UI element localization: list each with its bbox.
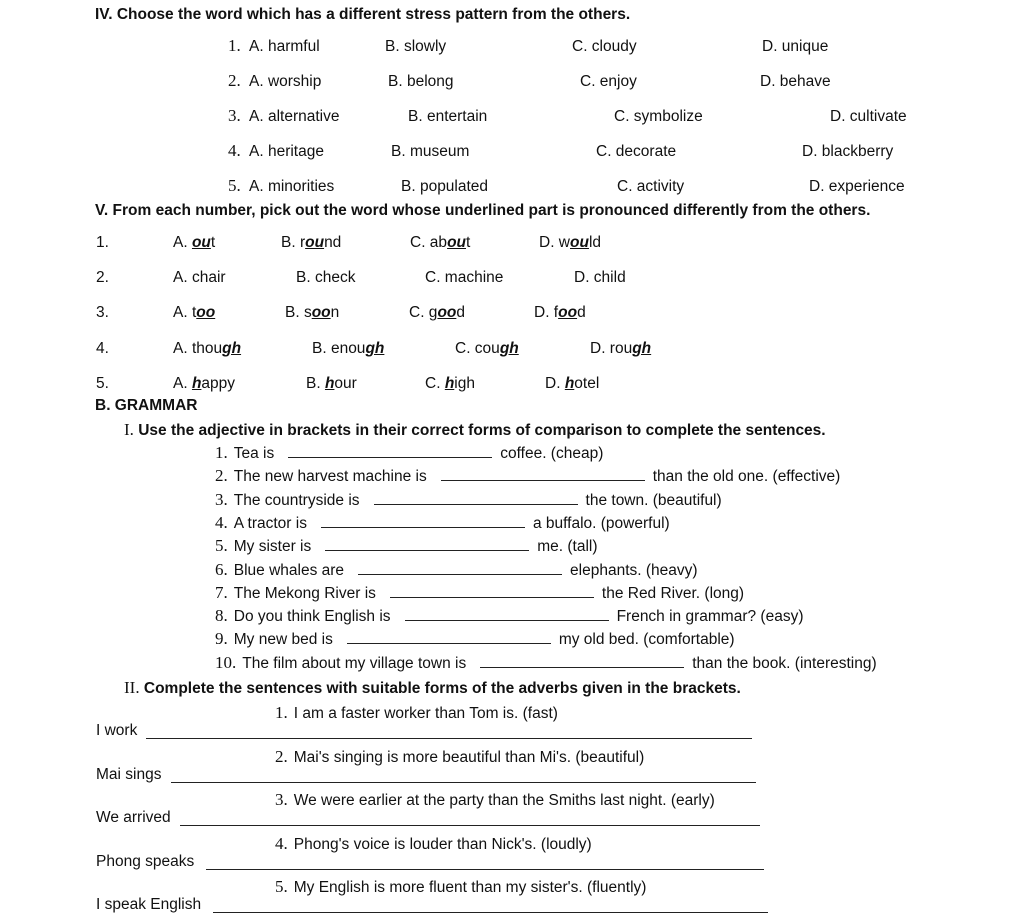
sentence-text: My English is more fluent than my sister's. (fluently)	[293, 879, 647, 896]
stress-question	[0, 108, 1024, 130]
question-number: 1.	[228, 36, 241, 55]
sentence-start: Do you think English is	[233, 608, 391, 626]
answer-blank[interactable]	[441, 479, 645, 481]
original-sentence	[275, 703, 558, 723]
sentence-start: Tea is	[233, 445, 275, 462]
option-text: C. g	[409, 304, 438, 321]
option-d[interactable]	[590, 340, 651, 358]
option-text: C. cou	[455, 340, 500, 357]
underlined-part: h	[444, 375, 455, 392]
option-text: otel	[574, 375, 600, 392]
sentence-end: than the old one. (effective)	[652, 468, 841, 486]
sentence-text: Mai's singing is more beautiful than Mi's. (beautiful)	[293, 748, 645, 766]
option-a[interactable]: A. minorities	[249, 178, 335, 195]
option-c[interactable]	[409, 304, 465, 322]
answer-blank[interactable]	[347, 642, 551, 644]
sentence-start: The new harvest machine is	[233, 468, 427, 486]
option-a[interactable]: A. alternative	[249, 108, 340, 125]
comparison-sentence	[215, 606, 803, 626]
sentence-end: a buffalo. (powerful)	[532, 514, 670, 532]
underlined-part: ou	[191, 234, 211, 251]
pronunciation-question	[0, 269, 1024, 291]
option-c[interactable]: C. cloudy	[572, 38, 637, 55]
option-d[interactable]: D. cultivate	[830, 108, 907, 125]
original-sentence	[275, 747, 644, 767]
option-b[interactable]: B. populated	[401, 178, 489, 195]
rewrite-start: Phong speaks	[96, 852, 195, 870]
option-text: A.	[173, 375, 192, 392]
option-text: t	[466, 234, 471, 251]
option-d[interactable]: D. behave	[760, 73, 831, 90]
option-d[interactable]: D. blackberry	[802, 143, 894, 160]
sentence-number: 4.	[275, 833, 288, 853]
option-c[interactable]: C. enjoy	[580, 73, 637, 90]
option-text: D. f	[534, 304, 559, 321]
option-text: B. check	[296, 269, 356, 286]
sentence-number: 9.	[215, 629, 228, 649]
rewrite-start: Mai sings	[96, 765, 162, 783]
sentence-end: elephants. (heavy)	[570, 561, 698, 579]
sentence-number: 3.	[215, 489, 228, 509]
sentence-number: 8.	[215, 606, 228, 626]
sentence-start: A tractor is	[233, 514, 307, 532]
option-b[interactable]	[312, 340, 384, 358]
section5-heading: V. From each number, pick out the word whose underlined part is pronounced differently from the others.	[95, 202, 871, 219]
underlined-part: gh	[499, 340, 519, 357]
comparison-sentence	[215, 536, 598, 556]
option-a[interactable]	[173, 269, 226, 287]
answer-blank[interactable]	[390, 596, 594, 598]
sentence-end: coffee. (cheap)	[500, 445, 604, 462]
option-text: B. r	[281, 234, 306, 251]
option-d[interactable]: D. unique	[762, 38, 829, 55]
comparison-sentence	[215, 443, 603, 463]
original-sentence	[275, 790, 715, 810]
option-text: ld	[588, 234, 602, 251]
sentence-text: Phong's voice is louder than Nick's. (loudly)	[293, 835, 592, 853]
option-c[interactable]	[455, 340, 519, 358]
sentence-start: The Mekong River is	[233, 584, 376, 602]
answer-line[interactable]	[206, 869, 764, 870]
question-number: 1.	[96, 234, 109, 251]
sentence-number: 5.	[275, 877, 288, 896]
option-text: igh	[454, 375, 475, 392]
original-sentence	[275, 877, 646, 897]
underlined-part: ou	[447, 234, 466, 251]
option-c[interactable]: C. decorate	[596, 143, 677, 160]
option-c[interactable]	[425, 375, 475, 393]
comparison-sentence	[215, 629, 735, 649]
option-text: appy	[201, 375, 236, 392]
question-number: 4.	[228, 141, 241, 160]
option-text: B.	[306, 375, 325, 392]
sentence-end: the town. (beautiful)	[585, 491, 722, 509]
rewrite-start: I speak English	[96, 896, 202, 913]
option-text: d	[577, 304, 586, 321]
section4-heading: IV. Choose the word which has a different stress pattern from the others.	[95, 6, 631, 23]
pronunciation-question	[0, 304, 1024, 326]
question-number: 3.	[96, 304, 109, 321]
underlined-part: gh	[632, 340, 652, 357]
sentence-text: We were earlier at the party than the Smiths last night. (early)	[293, 792, 715, 809]
question-number: 5.	[228, 176, 241, 195]
option-b[interactable]: B. entertain	[408, 108, 488, 125]
option-a[interactable]: A. heritage	[249, 143, 324, 160]
answer-line[interactable]	[171, 782, 756, 783]
underlined-part: gh	[222, 340, 242, 357]
option-c[interactable]	[410, 234, 470, 252]
answer-blank[interactable]	[374, 503, 578, 505]
option-text: A. thou	[173, 340, 223, 357]
sentence-number: 6.	[215, 559, 228, 579]
option-b[interactable]	[281, 234, 341, 252]
rewrite-start: We arrived	[96, 809, 171, 826]
sentence-number: 10.	[215, 652, 237, 672]
option-b[interactable]	[306, 375, 357, 393]
underlined-part: oo	[437, 304, 457, 321]
underlined-part: oo	[558, 304, 578, 321]
sentence-end: me. (tall)	[537, 538, 598, 556]
underlined-part: ou	[570, 234, 589, 251]
grammar-heading: B. GRAMMAR	[95, 397, 198, 414]
question-number: 5.	[96, 375, 109, 392]
question-number: 2.	[228, 71, 241, 90]
sentence-number: 7.	[215, 582, 228, 602]
underlined-part: h	[191, 375, 202, 392]
cut-off-next-section	[90, 912, 974, 924]
original-sentence	[275, 834, 592, 854]
option-text: B. enou	[312, 340, 366, 357]
underlined-part: ou	[305, 234, 325, 251]
stress-question	[0, 178, 1024, 200]
option-text: t	[210, 234, 216, 251]
answer-blank[interactable]	[288, 456, 492, 458]
option-d[interactable]	[574, 269, 626, 287]
question-number: 3.	[228, 106, 241, 125]
underlined-part: oo	[311, 304, 331, 321]
pronunciation-question	[0, 234, 1024, 256]
option-d[interactable]: D. experience	[809, 178, 905, 195]
comparison-sentence	[215, 513, 670, 533]
option-a[interactable]	[173, 375, 235, 393]
comparison-sentence	[215, 490, 722, 510]
question-number: 4.	[96, 340, 109, 357]
sentence-number: 2.	[275, 746, 288, 766]
comparison-sentence	[215, 466, 840, 486]
answer-blank[interactable]	[358, 573, 562, 575]
sentence-number: 5.	[215, 536, 228, 556]
part2-heading: II. Complete the sentences with suitable forms of the adverbs given in the brackets.	[124, 678, 741, 697]
pronunciation-question	[0, 340, 1024, 362]
option-text: A.	[173, 234, 192, 251]
sentence-end: the Red River. (long)	[601, 584, 745, 602]
sentence-number: 4.	[215, 512, 228, 532]
sentence-text: I am a faster worker than Tom is. (fast)	[293, 705, 558, 722]
question-number: 2.	[96, 269, 109, 286]
option-b[interactable]: B. museum	[391, 143, 470, 160]
answer-blank[interactable]	[325, 549, 529, 551]
option-a[interactable]	[173, 234, 215, 252]
option-text: D. w	[539, 234, 570, 251]
answer-blank[interactable]	[480, 666, 684, 668]
answer-blank[interactable]	[405, 619, 609, 621]
option-c[interactable]: C. activity	[617, 178, 685, 195]
option-text: our	[334, 375, 357, 392]
answer-blank[interactable]	[321, 526, 525, 528]
option-a[interactable]: A. harmful	[249, 38, 320, 55]
answer-line[interactable]	[180, 825, 760, 826]
option-text: n	[330, 304, 340, 321]
stress-question	[0, 143, 1024, 165]
pronunciation-question	[0, 375, 1024, 397]
option-c[interactable]: C. symbolize	[614, 108, 703, 125]
part1-heading: I. Use the adjective in brackets in their correct forms of comparison to complete the sentences.	[124, 420, 826, 439]
option-d[interactable]	[534, 304, 586, 322]
option-c[interactable]	[425, 269, 503, 287]
underlined-part: h	[564, 375, 575, 392]
option-d[interactable]	[545, 375, 599, 393]
option-text: C. machine	[425, 269, 504, 286]
option-text: D.	[545, 375, 565, 392]
option-text: B. s	[285, 304, 312, 321]
sentence-end: French in grammar? (easy)	[616, 608, 804, 626]
option-b[interactable]: B. belong	[388, 73, 454, 90]
option-a[interactable]	[173, 304, 215, 322]
option-text: D. child	[574, 269, 626, 286]
underlined-part: h	[324, 375, 335, 392]
sentence-number: 2.	[215, 466, 228, 486]
comparison-sentence	[215, 653, 877, 673]
option-text: A. chair	[173, 269, 226, 286]
sentence-start: My sister is	[233, 538, 312, 556]
sentence-start: Blue whales are	[233, 561, 345, 579]
option-a[interactable]: A. worship	[249, 73, 322, 90]
option-text: d	[456, 304, 465, 321]
option-text: C.	[425, 375, 445, 392]
option-b[interactable]: B. slowly	[385, 38, 447, 55]
option-b[interactable]	[285, 304, 339, 322]
rewrite-start: I work	[96, 722, 138, 739]
sentence-number: 1.	[215, 443, 228, 462]
option-text: nd	[324, 234, 342, 251]
underlined-part: gh	[365, 340, 385, 357]
option-b[interactable]	[296, 269, 355, 287]
sentence-number: 1.	[275, 703, 288, 722]
sentence-start: The film about my village town is	[242, 654, 467, 672]
stress-question	[0, 73, 1024, 95]
sentence-start: My new bed is	[233, 631, 333, 649]
sentence-start: The countryside is	[233, 491, 360, 509]
underlined-part: oo	[196, 304, 216, 321]
option-text: D. rou	[590, 340, 633, 357]
answer-line[interactable]	[146, 738, 752, 739]
comparison-sentence	[215, 583, 744, 603]
sentence-end: than the book. (interesting)	[692, 654, 877, 672]
sentence-number: 3.	[275, 790, 288, 809]
sentence-end: my old bed. (comfortable)	[558, 631, 735, 649]
option-d[interactable]	[539, 234, 601, 252]
option-text: C. ab	[410, 234, 448, 251]
comparison-sentence	[215, 560, 698, 580]
option-text: A. t	[173, 304, 197, 321]
stress-question	[0, 38, 1024, 60]
option-a[interactable]	[173, 340, 241, 358]
